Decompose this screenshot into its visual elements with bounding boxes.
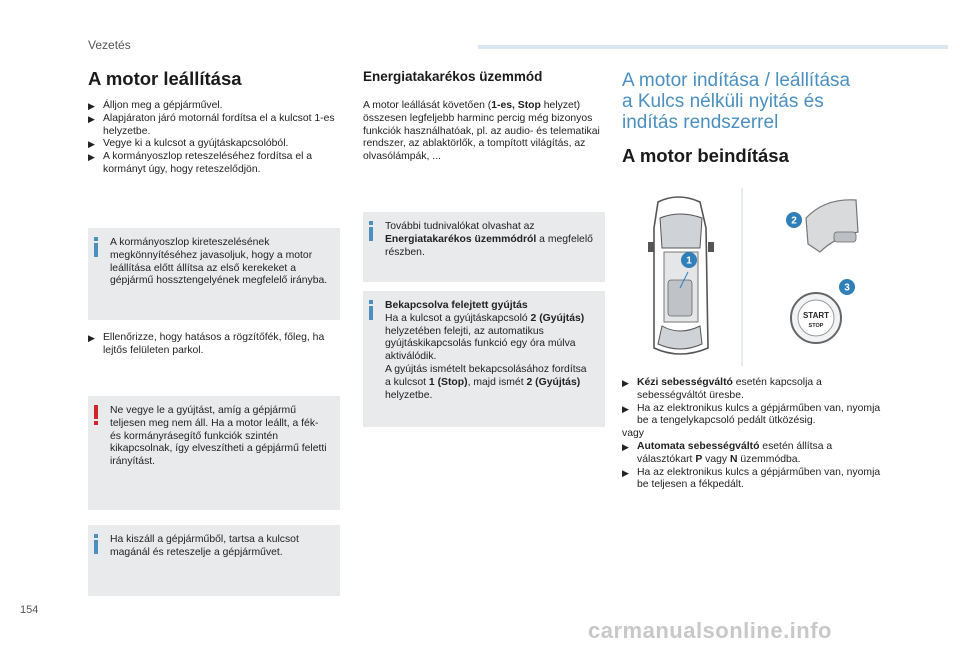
arrow-bullet-icon: ▶ <box>622 378 629 388</box>
start-stop-button-icon <box>791 293 841 343</box>
info-icon <box>94 237 98 255</box>
step-item: ▶ Ha az elektronikus kulcs a gépjárműben van, nyomja be a tengelykapcsoló pedált ütközésig. <box>622 402 881 427</box>
pedal-icon <box>806 200 858 252</box>
warning-icon <box>94 405 98 425</box>
step-item: ▶ Ha az elektronikus kulcs a gépjárműben van, nyomja be teljesen a fékpedált. <box>622 466 881 491</box>
stop-steps <box>88 100 343 177</box>
or-separator: vagy <box>622 428 644 440</box>
car-topview-icon <box>648 197 714 354</box>
warning-box: Ne vegye le a gyújtást, amíg a gépjármű teljesen meg nem áll. Ha a motor leállt, a fék- és kormányrásegítő funkciók szintén kikapcsolnak, így elveszítheti a gépjármű feletti irányítást. <box>88 396 340 510</box>
watermark: carmanualsonline.info <box>588 618 832 643</box>
info-icon <box>369 221 373 239</box>
arrow-bullet-icon: ▶ <box>622 467 629 478</box>
info-box-steering: A kormányoszlop kireteszelésének megkönnyítéséhez javasoljuk, hogy a motor leállítása előtt állítsa az első kerekeket a gépjármű hossztengelyének megfelelő irányba. <box>88 228 340 320</box>
info-icon <box>369 300 373 318</box>
arrow-bullet-icon: ▶ <box>88 333 95 343</box>
info-box-leaving: Ha kiszáll a gépjárműből, tartsa a kulcsot magánál és reteszelje a gépjárművet. <box>88 525 340 596</box>
arrow-bullet-icon: ▶ <box>88 101 95 111</box>
header-rule <box>478 45 948 49</box>
start-steps <box>622 377 884 492</box>
arrow-bullet-icon: ▶ <box>88 152 95 163</box>
page-number: 154 <box>20 604 39 616</box>
step-item: ▶ Álljon meg a gépjárművel. <box>88 100 223 111</box>
start-label: START <box>802 311 830 320</box>
info-box-energy: További tudnivalókat olvashat az Energiatakarékos üzemmódról a megfelelő részben. <box>363 212 605 282</box>
title-keyless-start: A motor indítása / leállítása a Kulcs nélküli nyitás és indítás rendszerrel <box>622 70 851 133</box>
info-icon <box>94 534 98 552</box>
step-item: ▶ Alapjáraton járó motornál fordítsa el a kulcsot 1-es helyzetbe. <box>88 112 335 137</box>
svg-text:3: 3 <box>844 282 850 294</box>
energy-paragraph: A motor leállását követően (1-es, Stop helyzet) összesen legfeljebb harminc percig még bizonyos funkciók használhatóak, pl. az audio- és telematikai rendszer, az ablaktörlők, a tompított világítás, az olvasólámpák, ... <box>363 100 600 163</box>
section-header: Vezetés <box>88 38 131 52</box>
step-item: ▶ Automata sebességváltó esetén állítsa a választókart P vagy N üzemmódba. <box>622 440 833 465</box>
stop-label: STOP <box>808 323 824 329</box>
svg-text:1: 1 <box>686 255 692 267</box>
arrow-bullet-icon: ▶ <box>622 441 629 452</box>
step-item: ▶ A kormányoszlop reteszeléséhez fordítsa el a kormányt úgy, hogy reteszelődjön. <box>88 151 313 175</box>
title-engine-stop: A motor leállítása <box>88 68 242 89</box>
svg-text:2: 2 <box>791 215 797 227</box>
callout-3 <box>839 279 855 295</box>
arrow-bullet-icon: ▶ <box>88 139 95 150</box>
keyless-start-illustration <box>620 188 892 366</box>
title-engine-start: A motor beindítása <box>622 145 789 166</box>
step-item: ▶ Vegye ki a kulcsot a gyújtáskapcsolóból. <box>88 138 289 150</box>
info-box-ignition-left-on: Bekapcsolva felejtett gyújtás Ha a kulcsot a gyújtáskapcsoló 2 (Gyújtás) helyzetében felejti, az automatikus gyújtáskikapcsolás funkció egy óra múlva aktiválódik. A gyújtás ismételt bekapcsolásához fordítsa a kulcsot 1 (Stop), majd ismét 2 (Gyújtás) helyzetbe. <box>363 291 605 427</box>
arrow-bullet-icon: ▶ <box>622 403 629 414</box>
step-handbrake: ▶ Ellenőrizze, hogy hatásos a rögzítőfék, főleg, ha lejtős felületen parkol. <box>88 332 325 356</box>
step-item: ▶ Kézi sebességváltó esetén kapcsolja a sebességváltót üresbe. <box>622 377 822 401</box>
title-energy-mode: Energiatakarékos üzemmód <box>363 69 543 84</box>
arrow-bullet-icon: ▶ <box>88 113 95 124</box>
callout-2 <box>786 212 802 228</box>
